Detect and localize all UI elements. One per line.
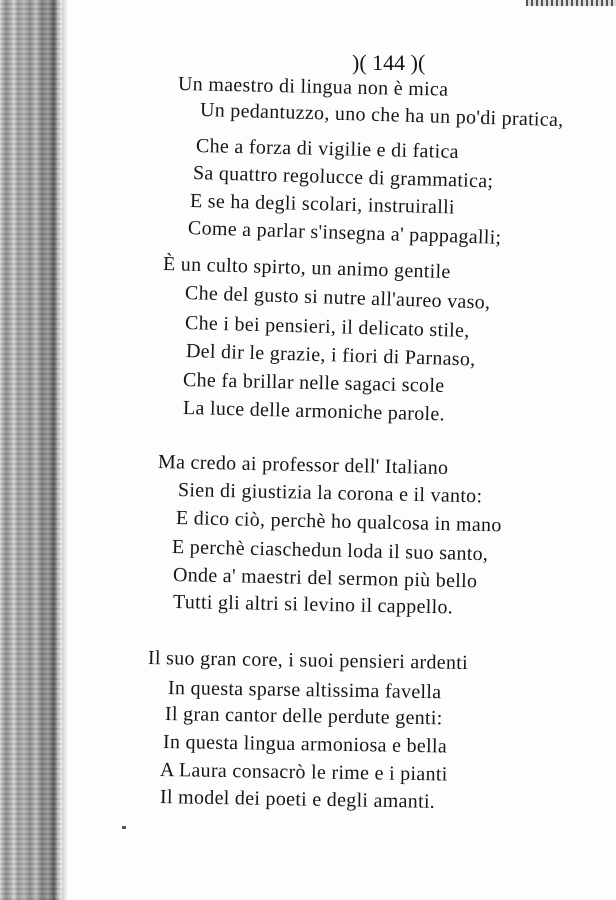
verse-line: Del dir le grazie, i fiori di Parnaso, xyxy=(185,340,476,371)
verse-line: Che a forza di vigilie e di fatica xyxy=(195,135,460,163)
verse-line: A Laura consacrò le rime e i pianti xyxy=(159,759,448,786)
verse-line: Come a parlar s'insegna a' pappagalli; xyxy=(187,217,502,249)
verse-line: Un maestro di lingua non è mica xyxy=(177,73,449,101)
verse-line: Onde a' maestri del sermon più bello xyxy=(172,564,478,593)
verse-line: In questa sparse altissima favella xyxy=(167,677,442,704)
verse-line: Che i bei pensieri, il delicato stile, xyxy=(184,312,470,342)
verse-line: Sa quattro regolucce di grammatica; xyxy=(192,162,494,193)
verse-line: La luce delle armoniche parole. xyxy=(182,397,446,426)
verse-line: Ma credo ai professor dell' Italiano xyxy=(157,451,449,480)
verse-line: E perchè ciaschedun loda il suo santo, xyxy=(171,536,489,566)
scan-artifact xyxy=(526,0,616,6)
verse-line: Il model dei poeti e degli amanti. xyxy=(159,786,436,813)
verse-line: E se ha degli scolari, instruiralli xyxy=(189,190,456,219)
verse-line: E dico ciò, perchè ho qualcosa in mano xyxy=(175,507,502,537)
verse-line: In questa lingua armoniosa e bella xyxy=(162,731,448,758)
verse-line: Tutti gli altri si levino il cappello. xyxy=(172,591,454,619)
verse-line: È un culto spirto, un animo gentile xyxy=(162,253,451,284)
page-number: )( 144 )( xyxy=(352,50,426,75)
ink-speck xyxy=(122,826,126,829)
page-edge-shadow xyxy=(62,0,68,900)
book-binding-gutter xyxy=(0,0,62,900)
verse-line: Il suo gran core, i suoi pensieri ardenti xyxy=(147,647,469,675)
verse-line: Che fa brillar nelle sagaci scole xyxy=(182,369,445,397)
verse-line: Sien di giustizia la corona e il vanto: xyxy=(177,479,483,508)
verse-line: Il gran cantor delle perdute genti: xyxy=(164,703,443,730)
verse-line: Un pedantuzzo, uno che ha un po'di pratica, xyxy=(199,99,564,132)
verse-line: Che del gusto si nutre all'aureo vaso, xyxy=(184,282,491,314)
